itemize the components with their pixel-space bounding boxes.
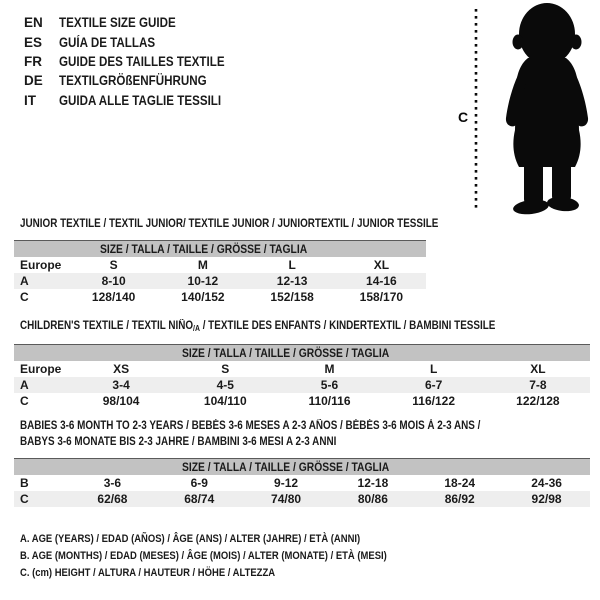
row-label: C	[20, 394, 29, 408]
size-cell: M	[197, 258, 208, 272]
table-row	[14, 273, 426, 289]
guide-title: TEXTILE SIZE GUIDE	[59, 15, 176, 31]
title-subscript: /A	[193, 324, 200, 333]
size-cell: M	[324, 362, 335, 376]
size-cell: 110/116	[308, 394, 351, 408]
size-cell: 128/140	[91, 290, 136, 304]
size-header-band	[14, 344, 590, 361]
size-cell: 140/152	[181, 290, 225, 304]
baby-silhouette-icon	[506, 3, 588, 216]
size-cell: 4-5	[216, 378, 234, 392]
size-header-cell	[14, 458, 590, 475]
size-cell: 104/110	[203, 394, 247, 408]
language-row	[24, 52, 252, 71]
size-header-band	[14, 458, 590, 475]
row-label: B	[20, 476, 29, 490]
legend	[20, 531, 447, 582]
title-line-1: BABIES 3-6 MONTH TO 2-3 YEARS / BEBÉS 3-6 MESES A 2-3 AÑOS / BÉBÉS 3-6 MOIS À 2-3 ANS /	[20, 420, 481, 432]
size-cell: 6-9	[190, 476, 208, 490]
row-label: C	[20, 492, 29, 506]
title-pre: CHILDREN'S TEXTILE / TEXTIL NIÑO	[20, 320, 194, 332]
size-header-cell	[14, 344, 590, 361]
section-title-text	[20, 320, 495, 335]
language-code: EN	[24, 15, 43, 31]
row-label: A	[20, 274, 29, 288]
size-header-text: SIZE / TALLA / TAILLE / GRÖSSE / TAGLIA	[99, 242, 307, 256]
size-cell: 158/170	[359, 290, 404, 304]
height-dimension-label: C	[458, 109, 469, 125]
size-cell: 122/128	[516, 394, 560, 408]
size-cell: 74/80	[271, 492, 302, 506]
legend-text-a: A. AGE (YEARS) / EDAD (AÑOS) / ÂGE (ANS) / ALTER (JAHRE) / ETÀ (ANNI)	[20, 533, 361, 545]
language-row	[24, 32, 252, 51]
legend-line-a	[20, 531, 447, 548]
size-cell: 5-6	[320, 378, 339, 392]
size-cell: 12-13	[276, 274, 308, 288]
title-line-2: BABYS 3-6 MONATE BIS 2-3 JAHRE / BAMBINI 3-6 MESI A 2-3 ANNI	[20, 435, 337, 448]
language-code: IT	[24, 92, 36, 108]
guide-title: GUIDE DES TAILLES TEXTILE	[59, 53, 225, 69]
size-cell: 62/68	[97, 492, 128, 506]
section-title	[20, 320, 590, 333]
table-row	[14, 491, 590, 507]
size-cell: 6-7	[424, 378, 443, 392]
section-children-textile	[14, 320, 590, 409]
size-header-cell	[14, 240, 426, 257]
size-cell: 98/104	[102, 394, 140, 408]
height-figure	[450, 0, 600, 220]
babies-size-table	[14, 458, 590, 507]
size-cell: XL	[373, 258, 390, 272]
row-label: A	[20, 378, 29, 392]
row-label: Europe	[20, 258, 62, 272]
size-cell: 3-6	[103, 476, 122, 490]
size-cell: 152/158	[270, 290, 314, 304]
size-header-text: SIZE / TALLA / TAILLE / GRÖSSE / TAGLIA	[181, 460, 389, 474]
section-title-text: JUNIOR TEXTILE / TEXTIL JUNIOR/ TEXTILE JUNIOR / JUNIORTEXTIL / JUNIOR TESSILE	[20, 218, 439, 230]
size-cell: 7-8	[529, 378, 547, 392]
row-label: Europe	[20, 362, 62, 376]
language-row	[24, 13, 252, 32]
size-cell: 10-12	[187, 274, 219, 288]
legend-line-b	[20, 548, 447, 565]
size-cell: 12-18	[357, 476, 389, 490]
row-label: C	[20, 290, 29, 304]
table-row	[14, 257, 426, 273]
language-code: ES	[24, 34, 43, 50]
guide-title: GUÍA DE TALLAS	[59, 34, 156, 50]
legend-text-c: C. (cm) HEIGHT / ALTURA / HAUTEUR / HÖHE / ALTEZZA	[20, 567, 276, 579]
table-row	[14, 361, 590, 377]
size-cell: 3-4	[112, 378, 130, 392]
legend-text-b: B. AGE (MONTHS) / EDAD (MESES) / ÂGE (MOIS) / ALTER (MONATE) / ETÀ (MESI)	[20, 550, 387, 562]
title-post: / TEXTILE DES ENFANTS / KINDERTEXTIL / BAMBINI TESSILE	[199, 320, 496, 332]
size-cell: 9-12	[274, 476, 299, 490]
size-header-band	[14, 240, 426, 257]
table-row	[14, 393, 590, 409]
children-size-table	[14, 344, 590, 409]
language-row	[24, 71, 252, 90]
size-cell: XS	[113, 362, 130, 376]
size-cell: S	[109, 258, 118, 272]
size-cell: 14-16	[366, 274, 397, 288]
language-row	[24, 91, 252, 110]
language-code: FR	[24, 53, 42, 69]
size-cell: 116/122	[412, 394, 456, 408]
table-row	[14, 289, 426, 305]
size-cell: L	[288, 258, 296, 272]
section-babies-textile	[14, 419, 590, 507]
legend-line-c	[20, 565, 447, 582]
size-cell: S	[221, 362, 230, 376]
guide-title: GUIDA ALLE TAGLIE TESSILI	[59, 92, 222, 108]
size-cell: 68/74	[184, 492, 215, 506]
table-row	[14, 377, 590, 393]
size-cell: 8-10	[101, 274, 126, 288]
size-cell: 18-24	[444, 476, 476, 490]
section-title	[20, 218, 439, 231]
table-row	[14, 475, 590, 491]
junior-size-table	[14, 240, 426, 305]
language-title-block	[24, 13, 252, 110]
size-cell: L	[429, 362, 438, 376]
section-title	[20, 419, 590, 450]
size-cell: 92/98	[531, 492, 562, 506]
section-junior-textile	[14, 218, 439, 305]
size-header-text: SIZE / TALLA / TAILLE / GRÖSSE / TAGLIA	[181, 346, 389, 360]
guide-title: TEXTILGRÖßENFÜHRUNG	[59, 73, 207, 89]
size-cell: 80/86	[357, 492, 388, 506]
language-code: DE	[24, 73, 43, 89]
size-cell: 86/92	[444, 492, 475, 506]
size-cell: 24-36	[531, 476, 562, 490]
size-cell: XL	[530, 362, 546, 376]
